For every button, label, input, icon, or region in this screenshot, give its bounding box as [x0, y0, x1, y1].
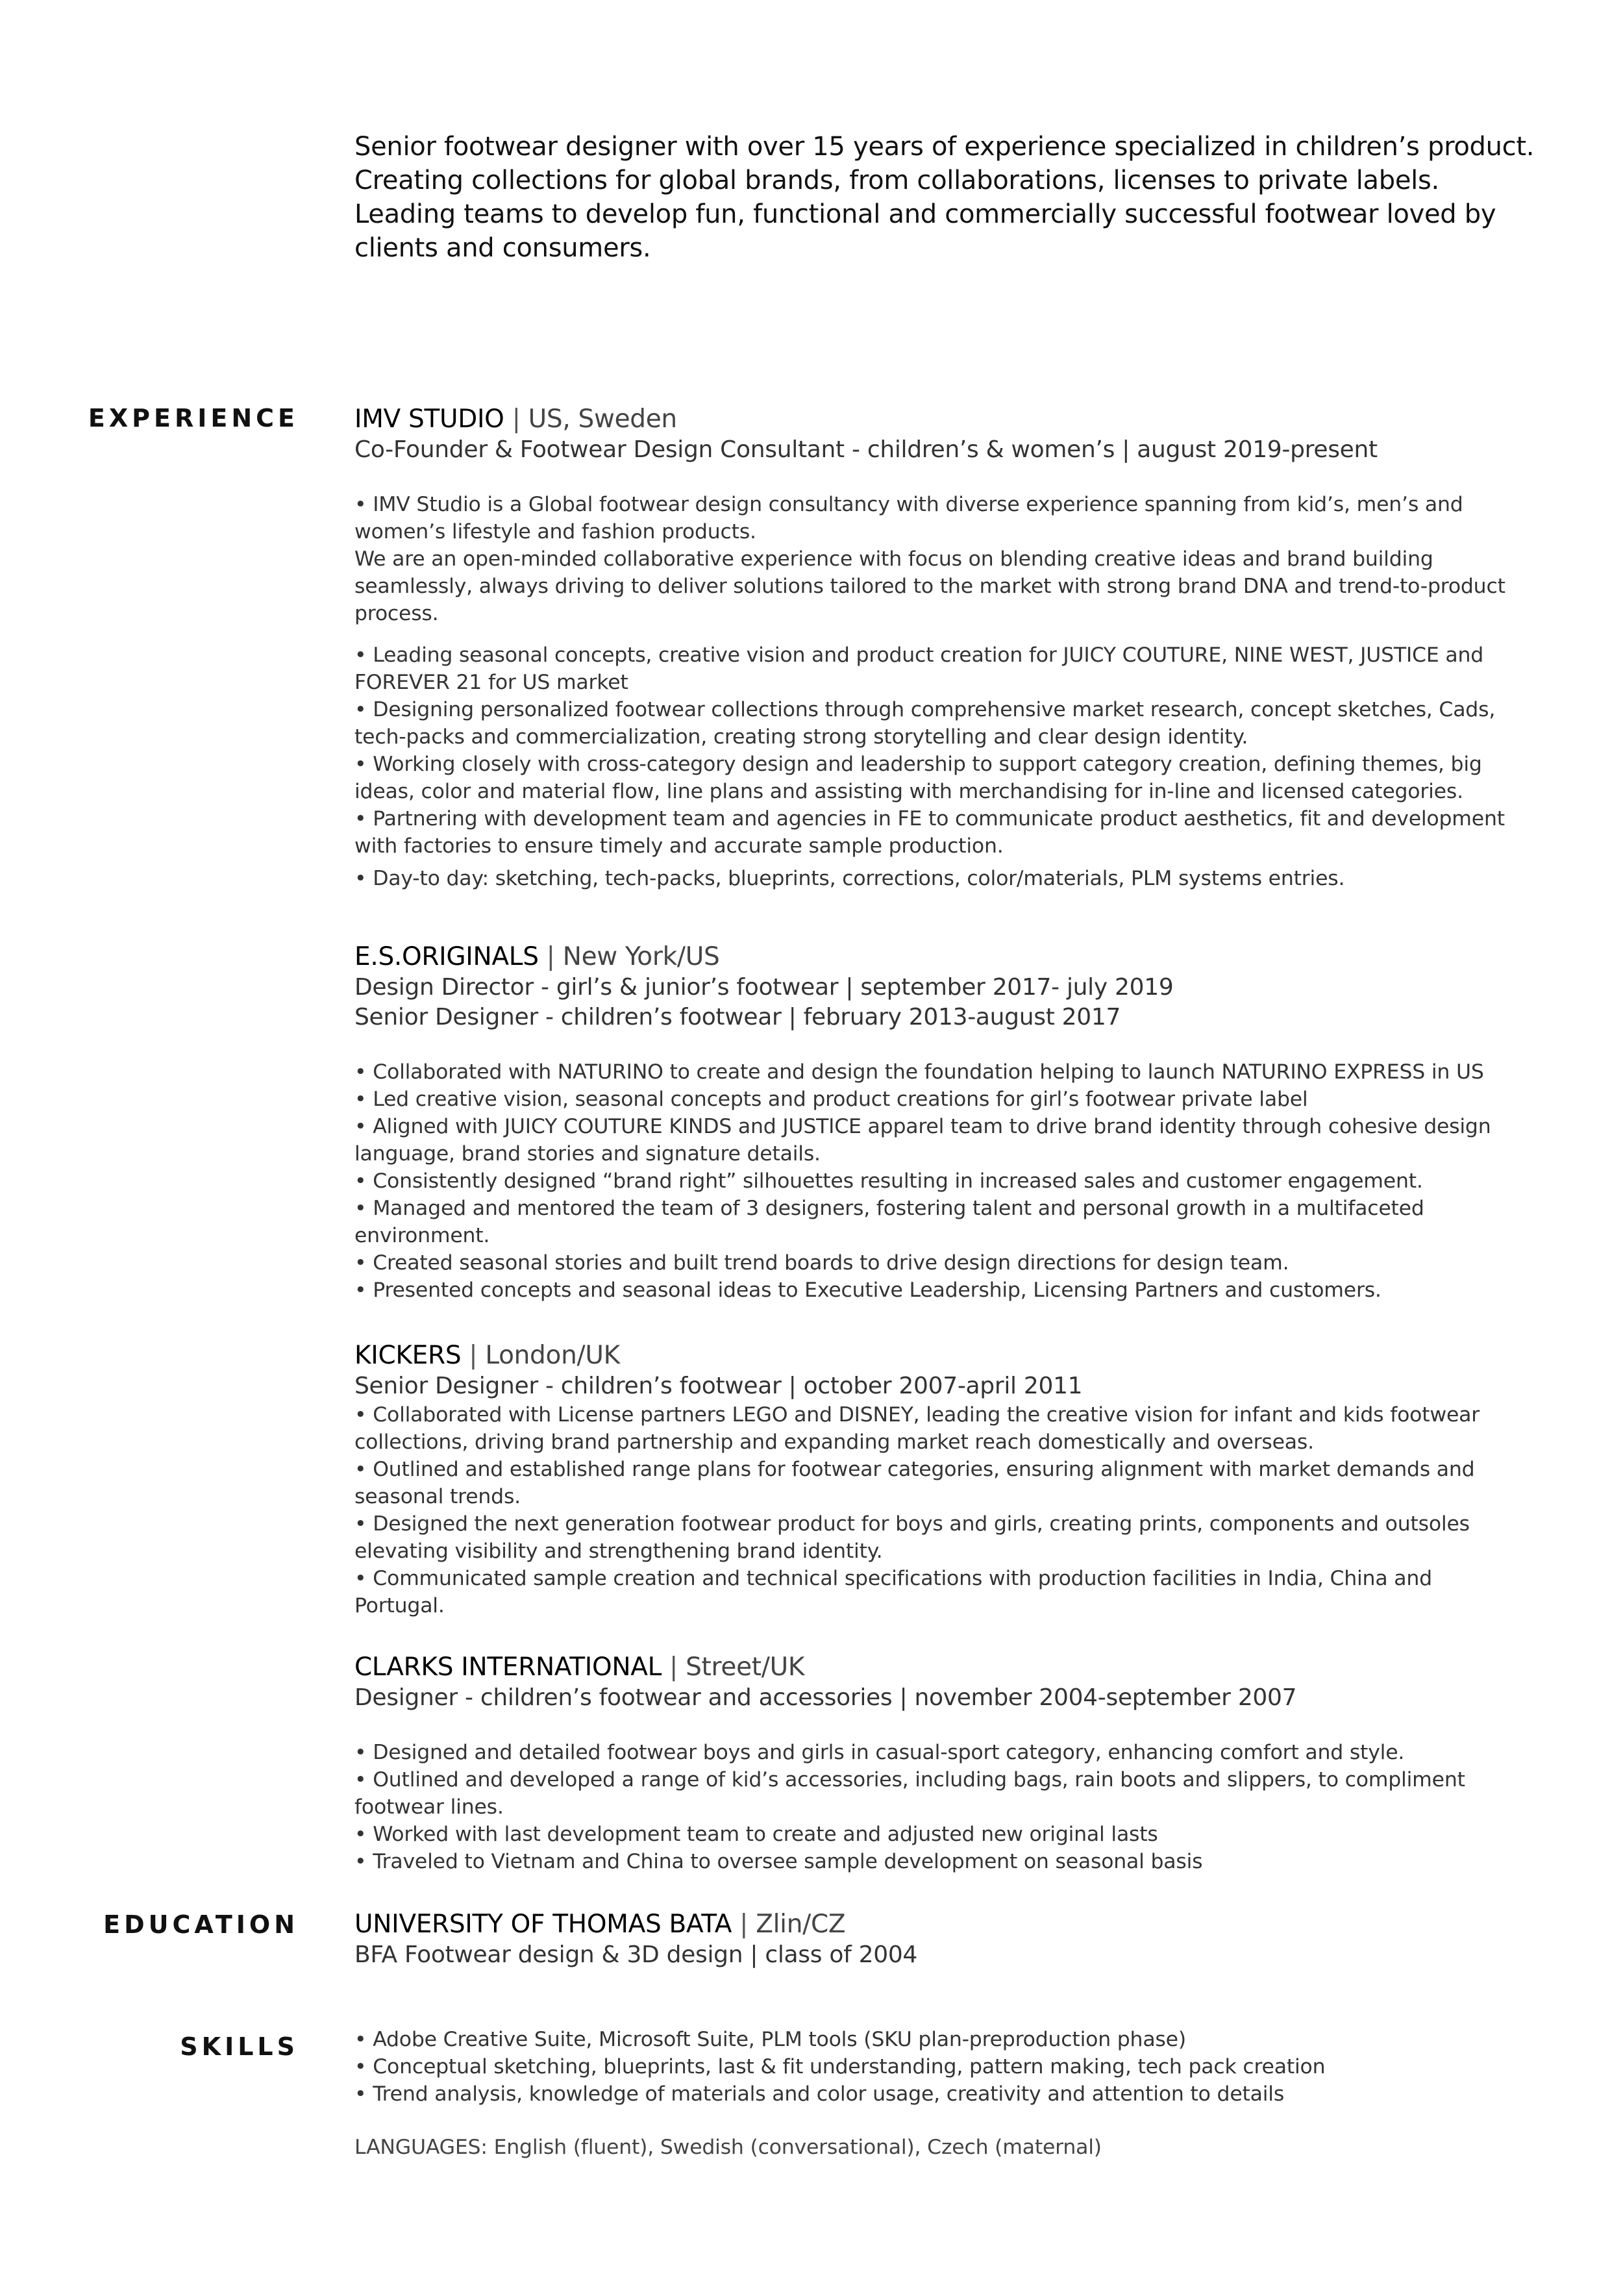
- company-line: [354, 1652, 1523, 1683]
- list-item: • Collaborated with NATURINO to create and design the foundation helping to launch NATURINO EXPRESS in US: [354, 1058, 1523, 1086]
- role-line: Senior Designer - children’s footwear | october 2007-april 2011: [354, 1373, 1083, 1399]
- separator: |: [732, 1910, 756, 1939]
- list-item: • Communicated sample creation and technical specifications with production facilities in India, China and Portugal.: [354, 1565, 1523, 1619]
- list-item: • Partnering with development team and agencies in FE to communicate product aesthetics, fit and development with factories to ensure timely and accurate sample production.: [354, 805, 1523, 860]
- company-location: London/UK: [485, 1341, 620, 1370]
- list-item: • Led creative vision, seasonal concepts and product creations for girl’s footwear private label: [354, 1086, 1523, 1113]
- school-name: UNIVERSITY OF THOMAS BATA: [354, 1910, 732, 1939]
- description-bullet: • IMV Studio is a Global footwear design consultancy with diverse experience spanning from kid’s, men’s and women’s lifestyle and fashion products.: [354, 491, 1523, 545]
- company-name: CLARKS INTERNATIONAL: [354, 1653, 662, 1682]
- profile-summary: Senior footwear designer with over 15 years of experience specialized in children’s product. Creating collections for global brands, from collaborations, licenses to private labels. Leading teams to develop fun, functional and commercially successful footwear loved by clients and consumers.: [354, 132, 1535, 263]
- company-line: [354, 1340, 1523, 1371]
- list-item: • Traveled to Vietnam and China to oversee sample development on seasonal basis: [354, 1848, 1523, 1875]
- list-item: • Presented concepts and seasonal ideas to Executive Leadership, Licensing Partners and customers.: [354, 1277, 1523, 1304]
- list-item: • Worked with last development team to create and adjusted new original lasts: [354, 1821, 1523, 1848]
- languages-line: LANGUAGES: English (fluent), Swedish (conversational), Czech (maternal): [354, 2136, 1102, 2159]
- list-item: • Designed the next generation footwear product for boys and girls, creating prints, components and outsoles elevating visibility and strengthening brand identity.: [354, 1510, 1523, 1565]
- school-location: Zlin/CZ: [756, 1910, 846, 1939]
- company-line: [354, 942, 1523, 973]
- role-line: Senior Designer - children’s footwear | february 2013-august 2017: [354, 1004, 1121, 1030]
- description-text: We are an open-minded collaborative experience with focus on blending creative ideas and brand building seamlessly, always driving to deliver solutions tailored to the market with strong brand DNA and trend-to-product process.: [354, 547, 1505, 625]
- separator: |: [538, 942, 563, 971]
- role-line: Design Director - girl’s & junior’s footwear | september 2017- july 2019: [354, 974, 1174, 1001]
- role-line: Co-Founder & Footwear Design Consultant - children’s & women’s | august 2019-present: [354, 436, 1378, 463]
- list-item: • Trend analysis, knowledge of materials and color usage, creativity and attention to details: [354, 2080, 1523, 2108]
- company-location: New York/US: [562, 942, 720, 971]
- role-line: Designer - children’s footwear and accessories | november 2004-september 2007: [354, 1684, 1297, 1711]
- list-item: • Collaborated with License partners LEGO and DISNEY, leading the creative vision for infant and kids footwear collections, driving brand partnership and expanding market reach domestically and overseas.: [354, 1401, 1523, 1456]
- section-label-education: EDUCATION: [103, 1910, 299, 1939]
- responsibilities-list: [354, 1739, 1523, 1875]
- degree-line: BFA Footwear design & 3D design | class of 2004: [354, 1941, 918, 1968]
- list-item: • Outlined and established range plans for footwear categories, ensuring alignment with market demands and seasonal trends.: [354, 1456, 1523, 1510]
- list-item: • Adobe Creative Suite, Microsoft Suite, PLM tools (SKU plan-preproduction phase): [354, 2026, 1523, 2053]
- list-item: • Created seasonal stories and built trend boards to drive design directions for design team.: [354, 1249, 1523, 1277]
- list-item: • Designing personalized footwear collections through comprehensive market research, concept sketches, Cads, tech-packs and commercialization, creating strong storytelling and clear design identity.: [354, 696, 1523, 751]
- list-item: • Managed and mentored the team of 3 designers, fostering talent and personal growth in a multifaceted environment.: [354, 1195, 1523, 1249]
- skills-entry: [354, 2026, 1523, 2161]
- responsibilities-list: [354, 1401, 1523, 1619]
- list-item: • Aligned with JUICY COUTURE KINDS and JUSTICE apparel team to drive brand identity through cohesive design language, brand stories and signature details.: [354, 1113, 1523, 1167]
- company-line: [354, 404, 1523, 435]
- list-item: • Working closely with cross-category design and leadership to support category creation, defining themes, big ideas, color and material flow, line plans and assisting with merchandising for in-line and licensed categories.: [354, 751, 1523, 805]
- list-item: • Designed and detailed footwear boys and girls in casual-sport category, enhancing comfort and style.: [354, 1739, 1523, 1766]
- list-item: • Leading seasonal concepts, creative vision and product creation for JUICY COUTURE, NINE WEST, JUSTICE and FOREVER 21 for US market: [354, 642, 1523, 696]
- school-line: [354, 1909, 1523, 1940]
- list-item: • Consistently designed “brand right” silhouettes resulting in increased sales and customer engagement.: [354, 1167, 1523, 1195]
- section-label-skills: SKILLS: [180, 2032, 299, 2061]
- separator: |: [662, 1653, 686, 1682]
- education-entry: [354, 1909, 1523, 1970]
- separator: |: [504, 405, 528, 434]
- company-name: KICKERS: [354, 1341, 462, 1370]
- responsibilities-list: [354, 1058, 1523, 1304]
- experience-entry-kickers: [354, 1340, 1523, 1619]
- company-location: US, Sweden: [528, 405, 677, 434]
- company-location: Street/UK: [686, 1653, 805, 1682]
- list-item: • Outlined and developed a range of kid’s accessories, including bags, rain boots and slippers, to compliment footwear lines.: [354, 1766, 1523, 1821]
- company-description: [354, 491, 1523, 627]
- company-name: IMV STUDIO: [354, 405, 504, 434]
- experience-entry-clarks: [354, 1652, 1523, 1875]
- experience-entry-es-originals: [354, 942, 1523, 1304]
- skills-list: [354, 2026, 1523, 2108]
- experience-entry-imv-studio: [354, 404, 1523, 892]
- list-item: • Day-to day: sketching, tech-packs, blueprints, corrections, color/materials, PLM systems entries.: [354, 865, 1523, 892]
- responsibilities-list: [354, 642, 1523, 892]
- separator: |: [461, 1341, 486, 1370]
- company-name: E.S.ORIGINALS: [354, 942, 539, 971]
- list-item: • Conceptual sketching, blueprints, last & fit understanding, pattern making, tech pack creation: [354, 2053, 1523, 2080]
- section-label-experience: EXPERIENCE: [88, 404, 299, 432]
